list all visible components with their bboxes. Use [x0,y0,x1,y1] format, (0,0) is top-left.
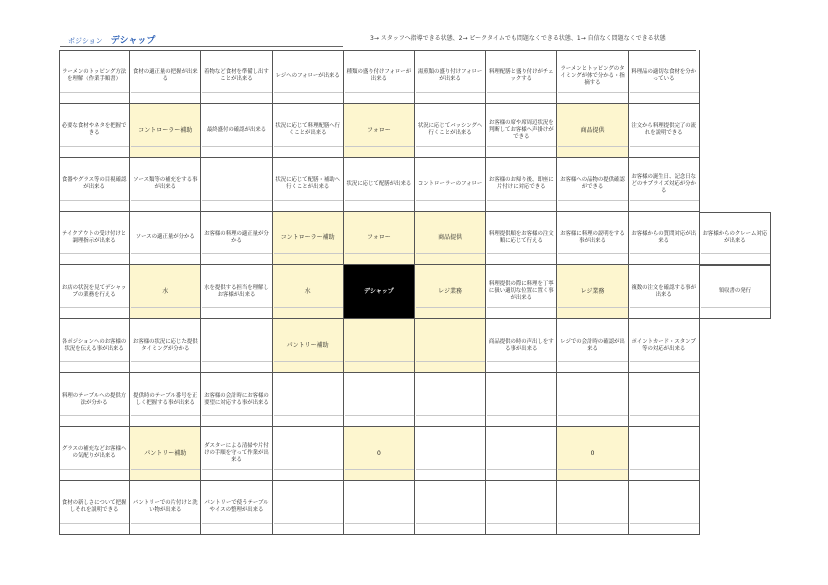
rating-separator [487,307,556,308]
rating-separator [202,307,271,308]
rating-separator [701,307,770,308]
rating-separator [487,469,556,470]
rating-separator [274,307,343,308]
skill-cell-text: コントローラーのフォロー [417,180,483,187]
skill-cell [201,104,272,158]
rating-separator [202,469,271,470]
skill-cell [273,104,344,158]
skill-cell [201,50,272,104]
rating-separator [274,200,343,201]
skill-cell-text: 水を提供する担当を理解しお客様が出来る [204,284,269,298]
skill-cell-text: ポイントカード・スタンプ等の対応が出来る [631,338,696,352]
skill-cell [130,50,201,104]
skill-cell [201,158,272,212]
skill-cell-text: 水 [162,288,169,296]
rating-separator [131,200,200,201]
rating-separator [60,307,129,308]
skill-cell [273,50,344,104]
rating-separator [60,469,129,470]
rating-separator [345,523,414,524]
skill-cell [344,373,415,427]
skill-cell-text: 注文から料理提供完了の流れを説明できる [631,123,697,137]
skill-cell [415,481,486,535]
rating-separator [416,146,485,147]
rating-separator [487,146,556,147]
rating-separator [345,146,414,147]
skill-cell [273,319,344,373]
rating-separator [630,523,699,524]
skill-cell-text: フォロー [367,126,391,134]
skill-cell-text: 料理提供の際に料理を丁寧に扱い適切な位置に置く事が出来る [488,281,554,302]
rating-separator [202,361,271,362]
skill-cell [201,373,272,427]
skill-cell [273,265,344,319]
position-label: ポジション [68,37,103,45]
skill-cell-text: お客様からの質問対応が出来る [631,230,697,244]
skill-cell [415,212,486,266]
rating-separator [131,253,200,254]
rating-separator [416,523,485,524]
skill-cell [273,212,344,266]
rating-separator [345,415,414,416]
rating-separator [487,415,556,416]
rating-separator [274,469,343,470]
skill-cell [344,212,415,266]
rating-separator [558,415,627,416]
rating-separator [630,469,699,470]
skill-cell [59,373,130,427]
skill-cell [130,104,201,158]
rating-separator [274,523,343,524]
skill-cell [130,481,201,535]
skill-cell-text: 料理のテーブルへの提供方法が分かる [61,392,127,406]
skill-cell [130,212,201,266]
extra-column-top-border [700,212,771,213]
skill-cell-text: パントリーでの片付けと洗い物が出来る [132,500,198,514]
skill-cell [344,481,415,535]
skill-cell [629,373,700,427]
skill-cell-text: 0 [376,449,381,457]
rating-separator [701,253,770,254]
rating-separator [630,146,699,147]
skill-cell-text: 食材の新しさについて把握しそれを説明できる [61,500,127,514]
skill-cell [557,265,628,319]
rating-separator [202,200,271,201]
rating-separator [558,200,627,201]
rating-separator [202,92,271,93]
skill-cell [344,319,415,373]
skill-cell [415,319,486,373]
skill-cell [273,158,344,212]
rating-separator [202,523,271,524]
rating-separator [345,469,414,470]
rating-separator [487,523,556,524]
skill-cell [486,50,557,104]
rating-separator [558,361,627,362]
position-role: デシャップ [110,36,156,46]
skill-cell-text: お客様に料理の説明をする事が出来る [560,230,625,244]
skill-cell-text: お客様の会計時にお客様の要望に対応する事が出来る [204,392,269,406]
skill-cell-text: ラーメンとトッピングのタイミングが体で分かる・指摘する [560,65,625,86]
skill-cell [486,104,557,158]
rating-separator [60,415,129,416]
rating-separator [630,253,699,254]
skill-cell-text: 食材の適正量の把握が出来る [132,69,198,83]
skill-cell-text: お客様からのクレーム対応が出来る [702,230,768,244]
skill-cell [130,158,201,212]
skill-cell-text: レジでの会計時の確認が出来る [560,338,625,352]
rating-separator [60,200,129,201]
rating-separator [131,307,200,308]
rating-separator [558,253,627,254]
skill-cell-text: お客様の誕生日、記念日などのサプライズ対応が分かる [631,173,697,194]
rating-separator [558,146,627,147]
rating-separator [60,92,129,93]
rating-separator [131,361,200,362]
skill-cell-text: 湯煎類の盛り付けフォローが出来る [417,69,483,83]
skill-cell [486,212,557,266]
skill-cell [344,158,415,212]
skill-cell [486,158,557,212]
rating-separator [630,307,699,308]
skill-cell-text: レジへのフォローが出来る [275,72,340,79]
rating-separator [131,415,200,416]
skill-cell-text: パントリーで使うテーブルやイスの整理が出来る [204,500,269,514]
skill-cell [130,319,201,373]
rating-separator [558,523,627,524]
rating-separator [487,92,556,93]
rating-separator [558,92,627,93]
skill-cell [344,427,415,481]
skill-cell [130,427,201,481]
skill-cell-text: 水 [304,288,311,296]
skill-cell-text: コントローラー補助 [280,234,335,242]
skill-cell [273,481,344,535]
rating-separator [630,415,699,416]
skill-cell-text: お客様のお帰り後、即座に片付けに対応できる [488,177,554,191]
rating-separator [274,253,343,254]
rating-separator [202,146,271,147]
skill-cell [557,212,628,266]
skill-cell [486,481,557,535]
rating-separator [274,92,343,93]
extra-column-top-border [700,265,771,266]
skill-cell-text: お客様の席や席周辺状況を判断してお客様へ声掛けができる [488,119,554,140]
skill-cell-text: レジ業務 [580,288,605,296]
rating-separator [274,146,343,147]
rating-separator [487,200,556,201]
rating-separator [487,253,556,254]
skill-cell-text: お客様の状況に応じた提供タイミングが分かる [132,338,198,352]
skill-cell-text: 最終盛付の確認が出来る [206,126,267,133]
skill-cell-text: 状況に応じてバッシングへ行くことが出来る [417,123,483,137]
rating-separator [416,253,485,254]
rating-separator [131,523,200,524]
skill-cell [700,265,771,319]
skill-cell [59,265,130,319]
skill-cell-text: 商品提供 [580,126,605,134]
skill-cell [344,265,415,319]
skill-cell [629,212,700,266]
skill-cell [344,50,415,104]
skill-cell-text: グラスの補充などお客様への気配りが出来る [61,446,127,460]
skill-cell [130,373,201,427]
rating-separator [60,146,129,147]
rating-separator [416,361,485,362]
skill-cell [486,319,557,373]
skill-cell [415,50,486,104]
rating-separator [131,146,200,147]
rating-separator [630,200,699,201]
skill-cell-text: 0 [590,449,595,457]
rating-separator [558,469,627,470]
skill-cell-text: ラーメンのトッピング方法を理解（作業手順書） [62,69,127,83]
skill-cell-text: コントローラー補助 [138,126,193,134]
rating-separator [202,253,271,254]
skill-cell-text: 複数の注文を確認する事が出来る [631,284,697,298]
skill-cell-text: パントリー補助 [144,449,187,457]
skill-cell-text: お客様への品物の提供確認ができる [560,177,625,191]
skill-cell [629,158,700,212]
skill-cell [557,50,628,104]
skill-cell [130,265,201,319]
skill-cell [629,427,700,481]
skill-cell [557,158,628,212]
skill-cell [557,319,628,373]
skill-cell-text: 料理品の適切な食材を分かっている [631,69,697,83]
position-header [68,30,155,46]
skill-cell [629,319,700,373]
skill-cell-text: お客様の料理の適正量が分かる [204,230,269,244]
rating-separator [416,415,485,416]
skill-cell [415,427,486,481]
rating-separator [345,200,414,201]
skill-cell-text: 領収書の発行 [718,288,752,295]
skill-cell-text: 状況に応じて配膳が出来る [346,180,412,187]
rating-separator [60,253,129,254]
rating-separator [202,415,271,416]
skill-cell [201,427,272,481]
skill-cell [629,104,700,158]
rating-separator [345,92,414,93]
skill-cell [486,373,557,427]
skill-cell-text: テイクアウトの受け付けと調理指示が出来る [61,230,127,244]
skill-cell [201,481,272,535]
rating-separator [487,361,556,362]
skill-cell-text: 着物など食材を準備し出すことが出来る [204,69,269,83]
skill-cell [486,265,557,319]
skill-cell [59,481,130,535]
skill-cell-text: デシャップ [364,288,394,296]
skill-cell [629,50,700,104]
skill-cell-text: 状況に応じて配膳・補助へ行くことが出来る [275,177,341,191]
skill-cell [629,265,700,319]
skill-cell-text: 必要な食材やネタを把握できる [61,123,127,137]
rating-separator [60,361,129,362]
skill-cell [557,427,628,481]
skill-cell [557,373,628,427]
skill-cell-text: 状況に応じて料理配膳へ行くことが出来る [275,123,341,137]
skill-cell-text: 提供時のテーブル番号を正しく把握する事が出来る [133,392,198,406]
skill-cell-text: パントリー補助 [286,342,329,350]
skill-cell-text: レジ業務 [438,288,463,296]
skill-cell [629,481,700,535]
rating-separator [60,523,129,524]
skill-cell [557,481,628,535]
rating-separator [630,92,699,93]
rating-separator [416,200,485,201]
skill-cell-text: ソース類等の補充をする事が出来る [133,177,198,191]
skill-cell-text: 食器やグラス等の目視確認が出来る [61,177,127,191]
skill-cell [59,158,130,212]
rating-separator [345,253,414,254]
skill-cell [59,50,130,104]
rating-separator [416,469,485,470]
skill-cell [59,104,130,158]
skill-cell-text: 商品提供 [438,234,463,242]
skill-cell [700,212,771,266]
skill-cell [415,104,486,158]
rating-separator [416,307,485,308]
skill-cell-text: 料理配膳と盛り付けがチェックする [489,69,554,83]
skill-cell-text: ソースの適正量が分かる [135,234,195,241]
skill-cell [415,158,486,212]
rating-separator [630,361,699,362]
skill-cell [344,104,415,158]
skill-cell [415,373,486,427]
skill-cell-text: ダスターによる清掃や片付けの手順を守って作業が出来る [204,442,269,463]
skill-cell-text: 種類の盛り付けフォローが出来る [346,69,412,83]
rating-separator [274,415,343,416]
skill-cell-text: フォロー [367,234,391,242]
skill-cell-text: 商品提供の時の声出しをする事が出来る [488,338,554,352]
rating-separator [558,307,627,308]
skill-cell-text: 料理提供順をお客様の注文順に応じて行える [488,230,554,244]
skill-cell [201,212,272,266]
skill-cell [59,427,130,481]
skill-cell [201,265,272,319]
skill-cell-text: 各ポジションへのお客様の状況を伝える事が出来る [61,338,127,352]
rating-separator [345,361,414,362]
rating-separator [416,92,485,93]
rating-legend: 3→ スタッフへ指導できる状態、2→ ピークタイムでも問題なくできる状態、1→ 自信なく問題なくできる状態 [370,35,666,42]
header-underline [60,46,343,47]
skill-cell [415,265,486,319]
skill-cell [557,104,628,158]
rating-separator [274,361,343,362]
skill-cell [59,212,130,266]
rating-separator [131,92,200,93]
skill-cell [273,373,344,427]
skill-cell [273,427,344,481]
skill-cell [201,319,272,373]
skill-cell [59,319,130,373]
skill-cell [486,427,557,481]
skill-cell-text: お店の状況を見てデシャップの業務を行える [61,284,127,298]
rating-separator [131,469,200,470]
